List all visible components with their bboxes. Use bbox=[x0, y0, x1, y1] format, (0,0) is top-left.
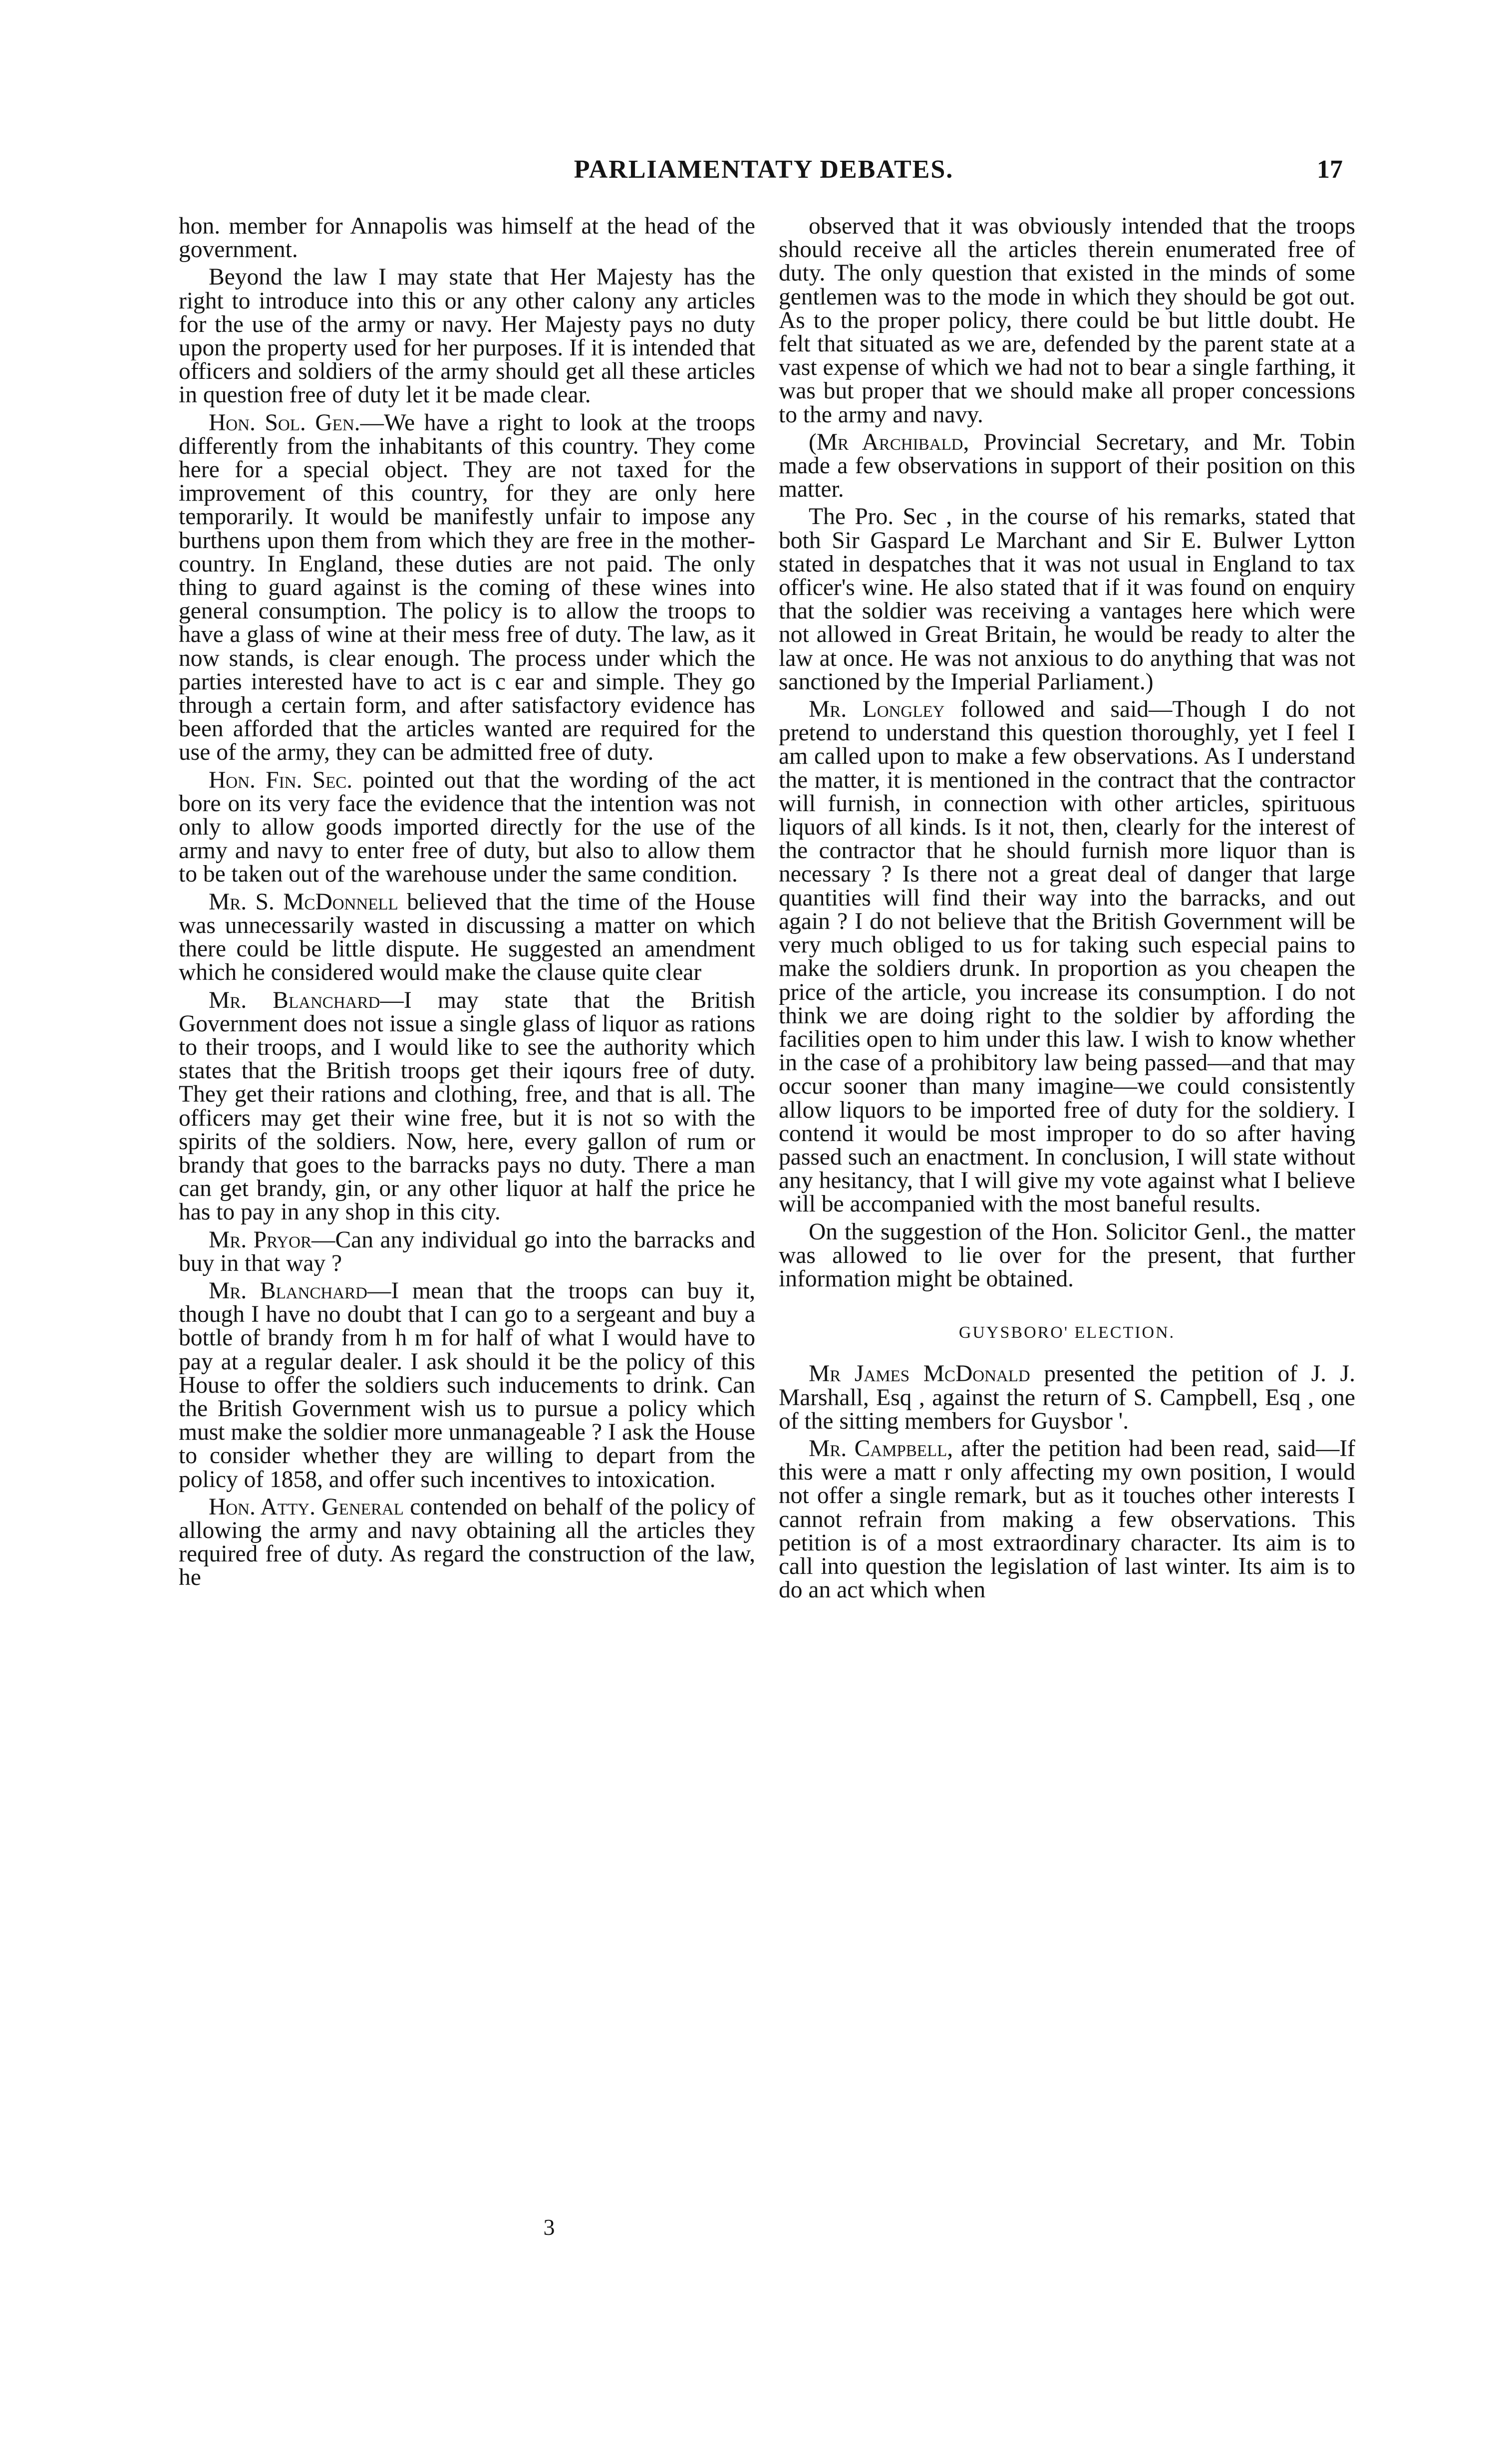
paragraph bbox=[179, 989, 755, 1225]
paragraph-text: The Pro. Sec , in the course of his remarks, stated that both Sir Gaspard Le Marchant and Sir E. Bulwer Lytton stated in despatches that it was not usual in England to tax officer's wine. He also stated that if it was found on enquiry that the soldier was receiving a vantages here which were not allowed in Great Britain, he would be ready to alter the law at once. He was not anxious to do anything that was not sanctioned by the Imperial Parliament.) bbox=[779, 504, 1355, 695]
paragraph bbox=[779, 1362, 1355, 1433]
right-column bbox=[779, 215, 1355, 1606]
paragraph bbox=[179, 1496, 755, 1590]
running-title: PARLIAMENTATY DEBATES. bbox=[574, 155, 954, 184]
speaker-name: Mr. S. McDonnell bbox=[209, 889, 398, 915]
paragraph-text: Provincial Secretary, and Mr. Tobin made a few observations in support of their position on this matter. bbox=[779, 429, 1355, 503]
paragraph bbox=[779, 215, 1355, 427]
paragraph bbox=[179, 1279, 755, 1492]
paragraph-text: On the suggestion of the Hon. Solicitor Genl., the matter was allowed to lie over for the present, that further information might be obtained. bbox=[779, 1219, 1355, 1292]
paragraph bbox=[179, 1228, 755, 1275]
paragraph-text: —I may state that the British Government does not issue a single glass of liquor as rations to their troops, and I would like to see the authority which states that the British troops get their iqours free of duty. They get their rations and clothing, free, and that is all. The officers may get their wine free, but it is not so with the spirits of the soldiers. Now, here, every gallon of rum or brandy that goes to the barracks pays no duty. There a man can get brandy, gin, or any other liquor at half the price he has to pay in any shop in this city. bbox=[179, 987, 755, 1226]
paragraph bbox=[179, 215, 755, 262]
paragraph bbox=[779, 431, 1355, 502]
paragraph-text: contended on behalf of the policy of allowing the army and navy obtaining all the articles they required free of duty. As regard the construction of the law, he bbox=[179, 1494, 755, 1591]
paragraph-text: pointed out that the wording of the act bore on its very face the evidence that the intention was not only to allow goods imported directly for the use of the army and navy to enter free of duty, but also to allow them to be taken out of the warehouse under the same condition. bbox=[179, 767, 755, 888]
paragraph bbox=[179, 891, 755, 985]
paragraph bbox=[779, 1221, 1355, 1291]
paragraph-text: observed that it was obviously intended that the troops should receive all the articles therein enumerated free of duty. The only question that existed in the minds of some gentlemen was to the mode in which they should be got out. As to the proper policy, there could be but little doubt. He felt that situated as we are, defended by the parent state at a vast expense of which we had not to bear a single farthing, it was but proper that we should make all proper concessions to the army and navy. bbox=[779, 213, 1355, 428]
paragraph-text: hon. member for Annapolis was himself at the head of the government. bbox=[179, 213, 755, 263]
paragraph bbox=[779, 698, 1355, 1216]
speaker-name: Mr. Blanchard bbox=[209, 987, 380, 1013]
paragraph bbox=[179, 411, 755, 765]
paragraph bbox=[179, 769, 755, 887]
paragraph-text: —We have a right to look at the troops differently from the inhabitants of this country. They come here for a special object. They are not taxed for the improvement of this country, for they are only here temporarily. It would be manifestly unfair to impose any burthens upon them from which they are free in the mother-country. In England, these duties are not paid. The only thing to guard against is the coming of these wines into general consumption. The policy is to allow the troops to have a glass of wine at their mess free of duty. The law, as it now stands, is clear enough. The process under which the parties interested have to act is c ear and simple. They go through a certain form, and after satisfactory evidence has been afforded that the articles wanted are required for the use of the army, they can be admitted free of duty. bbox=[179, 409, 755, 766]
paragraph-text: —I mean that the troops can buy it, though I have no doubt that I can go to a sergeant and buy a bottle of brandy from h m for half of what I would have to pay at a regular dealer. I ask should it be the policy of this House to offer the soldiers such inducements to drink. Can the British Government wish us to pursue a policy which must make the soldier more unmanageable ? I ask the House to consider whether they are willing to depart from the policy of 1858, and offer such incentives to intoxication. bbox=[179, 1277, 755, 1493]
paragraph-text: presented the petition of J. J. Marshall, Esq , against the return of S. Campbell, Esq , one of the sitting members for Guysbor '. bbox=[779, 1361, 1356, 1434]
folio-number: 3 bbox=[543, 2214, 555, 2240]
speaker-name: Mr. Blanchard bbox=[209, 1277, 367, 1304]
speaker-name: Mr James McDonald bbox=[809, 1361, 1030, 1387]
paragraph-text: —Can any individual go into the barracks and buy in that way ? bbox=[179, 1226, 755, 1276]
paragraph bbox=[779, 1437, 1355, 1602]
paragraph bbox=[779, 505, 1355, 694]
speaker-name: Mr. Longley bbox=[809, 696, 945, 723]
paragraph bbox=[179, 266, 755, 407]
paragraph-text: followed and said—Though I do not pretend to understand this question thoroughly, yet I feel I am called upon to make a few observations. As I understand the matter, it is mentioned in the contract that the contractor will furnish, in connection with other articles, spirituous liquors of all kinds. Is it not, then, clearly for the interest of the contractor that he should furnish more liquor than is necessary ? Is there not a great deal of danger that large quantities will find their way into the barracks, and out again ? I do not believe that the British Government will be very much obliged to us for taking such especial pains to make the soldiers drunk. In proportion as you cheapen the price of the article, you increase its consumption. I do not think we are doing right to the soldier by affording the facilities open to him under this law. I wish to know whether in the case of a prohibitory law being passed—and that may occur sooner than many imagine—we could consistently allow liquors to be imported free of duty for the soldiery. I contend it would be most improper to do so after having passed such an enactment. In conclusion, I will state without any hesitancy, that I will give my vote against what I believe will be accompanied with the most baneful results. bbox=[779, 696, 1355, 1218]
page-number: 17 bbox=[1317, 155, 1343, 184]
speaker-name: Mr. Pryor bbox=[209, 1226, 311, 1253]
page-header bbox=[175, 155, 1353, 200]
paragraph-text: Beyond the law I may state that Her Majesty has the right to introduce into this or any other calony any articles for the use of the army or navy. Her Majesty pays no duty upon the property used for her purposes. If it is intended that officers and soldiers of the army should get all these articles in question free of duty let it be made clear. bbox=[179, 264, 755, 408]
paragraph-text: believed that the time of the House was unnecessarily wasted in discussing a matter on which there could be little dispute. He suggested an amendment which he considered would make the clause quite clear bbox=[179, 889, 755, 986]
section-heading: GUYSBORO' ELECTION. bbox=[958, 1323, 1176, 1342]
speaker-name: Hon. Atty. General bbox=[209, 1494, 404, 1520]
paragraph-text: after the petition had been read, said—If this were a matt r only affecting my own position, I would not offer a single remark, but as it touches other interests I cannot refrain from making a few observations. This petition is of a most extraordinary character. Its aim is to call into question the legislation of last winter. Its aim is to do an act which when bbox=[779, 1435, 1355, 1603]
speaker-name: Hon. Fin. Sec. bbox=[209, 767, 353, 793]
speaker-name: (Mr Archibald, bbox=[809, 429, 969, 455]
speaker-name: Hon. Sol. Gen. bbox=[209, 409, 360, 436]
right-column-paragraphs bbox=[779, 215, 1355, 1291]
section-paragraphs bbox=[779, 1362, 1355, 1602]
speaker-name: Mr. Campbell, bbox=[809, 1435, 953, 1462]
left-column bbox=[179, 215, 755, 1594]
